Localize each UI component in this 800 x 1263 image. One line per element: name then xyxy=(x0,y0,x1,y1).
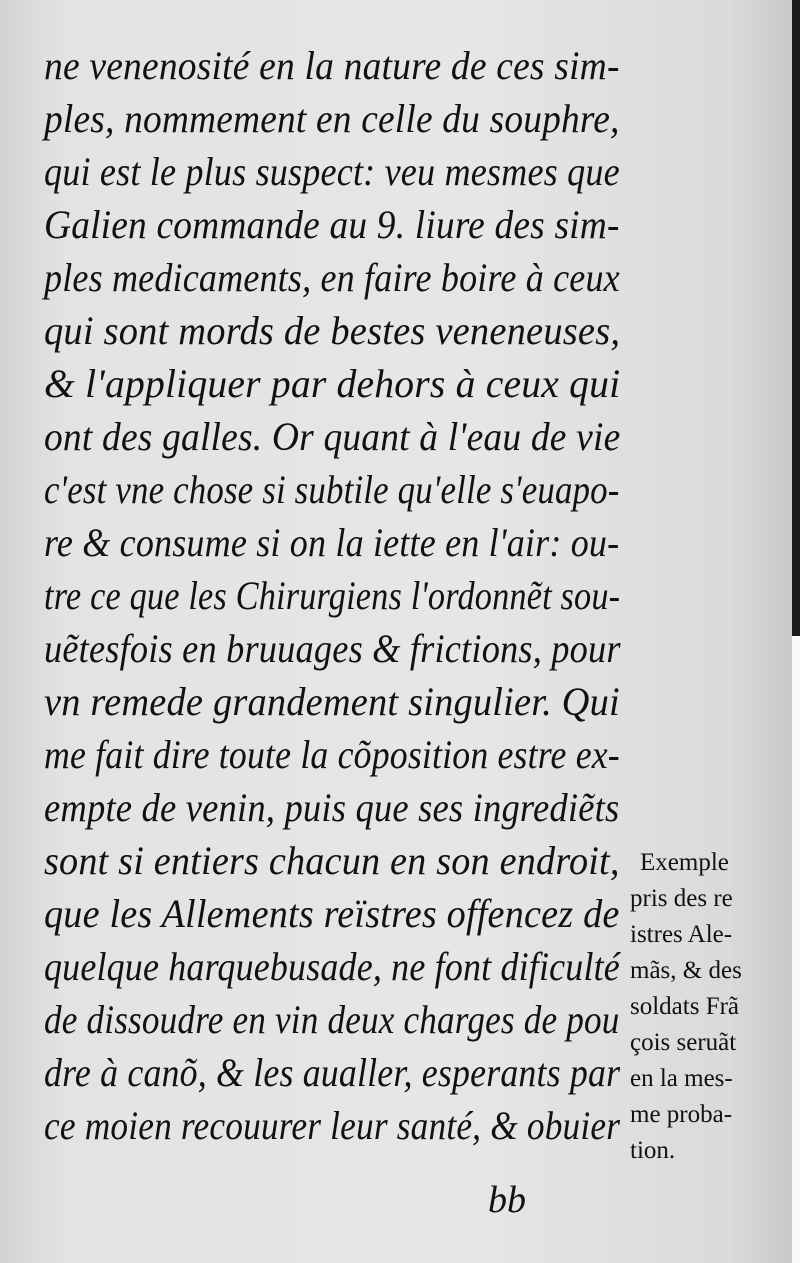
text-line: vn remede grandement singulier. Qui xyxy=(44,679,620,724)
text-line: sont si entiers chacun en son endroit, xyxy=(44,838,620,883)
margin-line: çois seruãt xyxy=(630,1029,737,1056)
text-line: qui sont mords de bestes veneneuses, xyxy=(44,308,621,353)
text-line: de dissoudre en vin deux charges de pou xyxy=(44,997,620,1042)
margin-line: istres Ale- xyxy=(630,921,733,948)
text-line: ples medicaments, en faire boire à ceux xyxy=(44,255,620,300)
text-line: ne venenosité en la nature de ces sim- xyxy=(44,43,620,88)
text-line: re & consume si on la iette en l'air: ou- xyxy=(44,520,620,565)
text-line: uẽtesfois en bruuages & frictions, pour xyxy=(44,626,621,671)
page-edge-light xyxy=(792,636,800,1263)
text-line: dre à canõ, & les aualler, esperants par xyxy=(44,1050,621,1095)
text-line: que les Allements reïstres offencez de xyxy=(44,891,620,936)
text-line: qui est le plus suspect: veu mesmes que xyxy=(44,149,620,194)
text-line: c'est vne chose si subtile qu'elle s'euapo- xyxy=(44,467,620,512)
text-line: Galien commande au 9. liure des sim- xyxy=(44,202,620,247)
margin-line: me proba- xyxy=(630,1101,733,1128)
margin-line: Exemple xyxy=(640,849,729,876)
text-line: empte de venin, puis que ses ingrediẽts xyxy=(44,785,620,830)
text-line: ont des galles. Or quant à l'eau de vie xyxy=(44,414,621,459)
text-line: me fait dire toute la cõposition estre ex- xyxy=(44,732,620,777)
text-line: tre ce que les Chirurgiens l'ordonnẽt sou- xyxy=(44,573,621,618)
margin-line: pris des re xyxy=(630,885,733,912)
text-line: quelque harquebusade, ne font dificulté xyxy=(44,944,620,989)
text-line: ce moien recouurer leur santé, & obuier xyxy=(44,1103,621,1148)
text-line: & l'appliquer par dehors à ceux qui xyxy=(44,361,621,406)
margin-line: soldats Frã xyxy=(630,993,740,1020)
text-line: ples, nommement en celle du souphre, xyxy=(44,96,620,141)
margin-line: mãs, & des xyxy=(630,957,742,984)
margin-line: en la mes- xyxy=(630,1065,733,1092)
signature-mark: bb xyxy=(488,1179,526,1221)
margin-line: tion. xyxy=(630,1137,676,1164)
